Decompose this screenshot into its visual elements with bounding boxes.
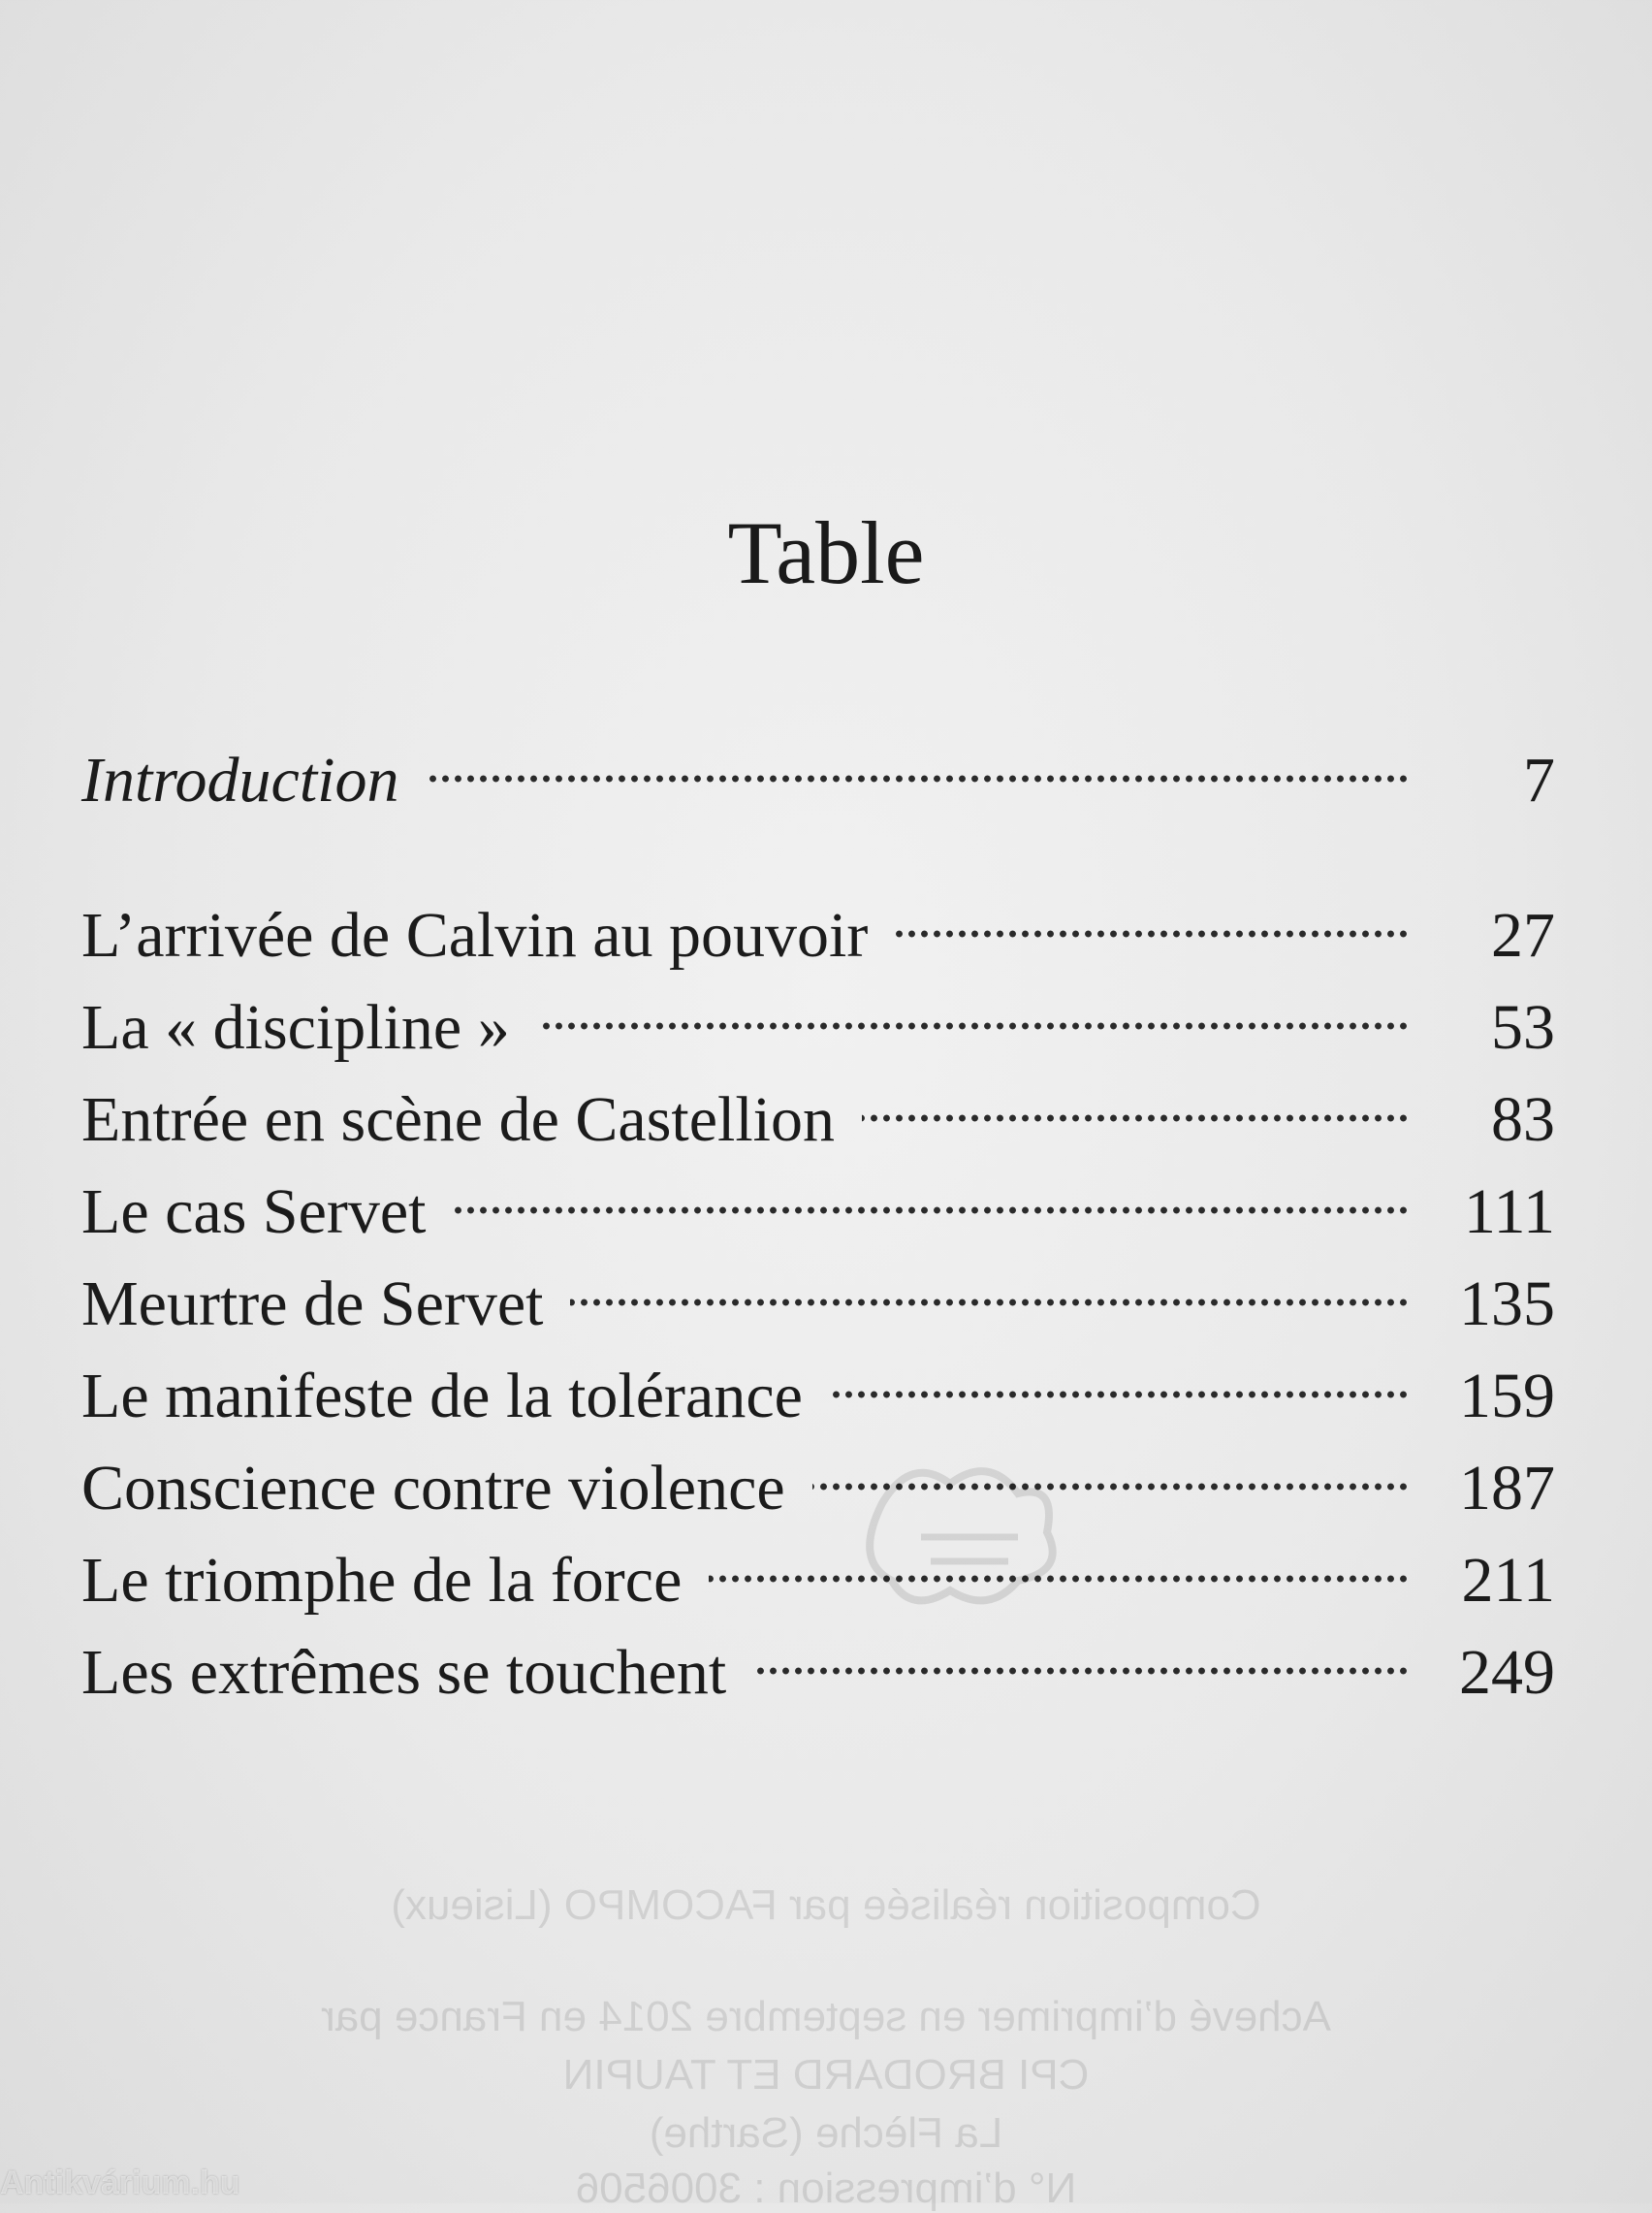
publisher-logo-icon [853,1445,1086,1629]
toc-entry [81,892,1555,979]
toc-entry-title: Introduction [81,745,399,816]
toc-entry-title: Le triomphe de la force [81,1545,683,1616]
toc-entry-page-number: 7 [1523,745,1555,816]
toc-entry-page-number: 53 [1491,992,1555,1063]
toc-leader-dots [753,1664,1410,1678]
toc-entry [81,1629,1555,1716]
toc-entry [81,984,1555,1072]
toc-leader-dots [427,772,1410,786]
colophon-line-1: Composition réalisée par FACOMPO (Lisieux) [391,1881,1261,1929]
colophon-line-4: La Flèche (Sarthe) [649,2109,1003,2157]
toc-entry [81,1537,1555,1624]
colophon-line-5: N° d’impression : 3006506 [575,2165,1077,2212]
toc-entry [81,1261,1555,1348]
toc-leader-dots [570,1296,1410,1309]
toc-entry-page-number: 83 [1491,1084,1555,1155]
toc-entry-title: La « discipline » [81,992,510,1063]
toc-entry-title: Entrée en scène de Castellion [81,1084,836,1155]
footer-watermark: Antikvárium.hu [0,2165,240,2201]
toc-entry-title: L’arrivée de Calvin au pouvoir [81,900,869,971]
toc-entry-page-number: 211 [1461,1545,1555,1616]
toc-entry [81,1169,1555,1256]
toc-entry-title: Le cas Servet [81,1176,427,1247]
toc-entry-page-number: 135 [1459,1268,1555,1339]
toc-leader-dots [830,1388,1410,1401]
page-title: Table [727,503,925,602]
toc-entry-title: Les extrêmes se touchent [81,1637,727,1708]
toc-entry [81,1076,1555,1164]
toc-leader-dots [454,1203,1410,1217]
toc-entry-title: Meurtre de Servet [81,1268,544,1339]
toc-entry-page-number: 111 [1463,1176,1555,1247]
toc-leader-dots [862,1111,1410,1125]
toc-entry-title: Conscience contre violence [81,1453,785,1523]
toc-entry-page-number: 187 [1459,1453,1555,1523]
colophon-line-2: Achevé d’imprimer en septembre 2014 en France par [321,1993,1331,2040]
toc-entry-title: Le manifeste de la tolérance [81,1361,803,1431]
toc-entry-page-number: 249 [1459,1637,1555,1708]
toc-entry [81,1353,1555,1440]
colophon-line-3: CPI BRODARD ET TAUPIN [562,2051,1090,2099]
toc-entry-page-number: 27 [1491,900,1555,971]
toc-entry [81,1445,1555,1532]
toc-entry [81,737,1555,824]
toc-leader-dots [895,927,1410,941]
toc-entry-page-number: 159 [1459,1361,1555,1431]
toc-leader-dots [537,1019,1410,1033]
